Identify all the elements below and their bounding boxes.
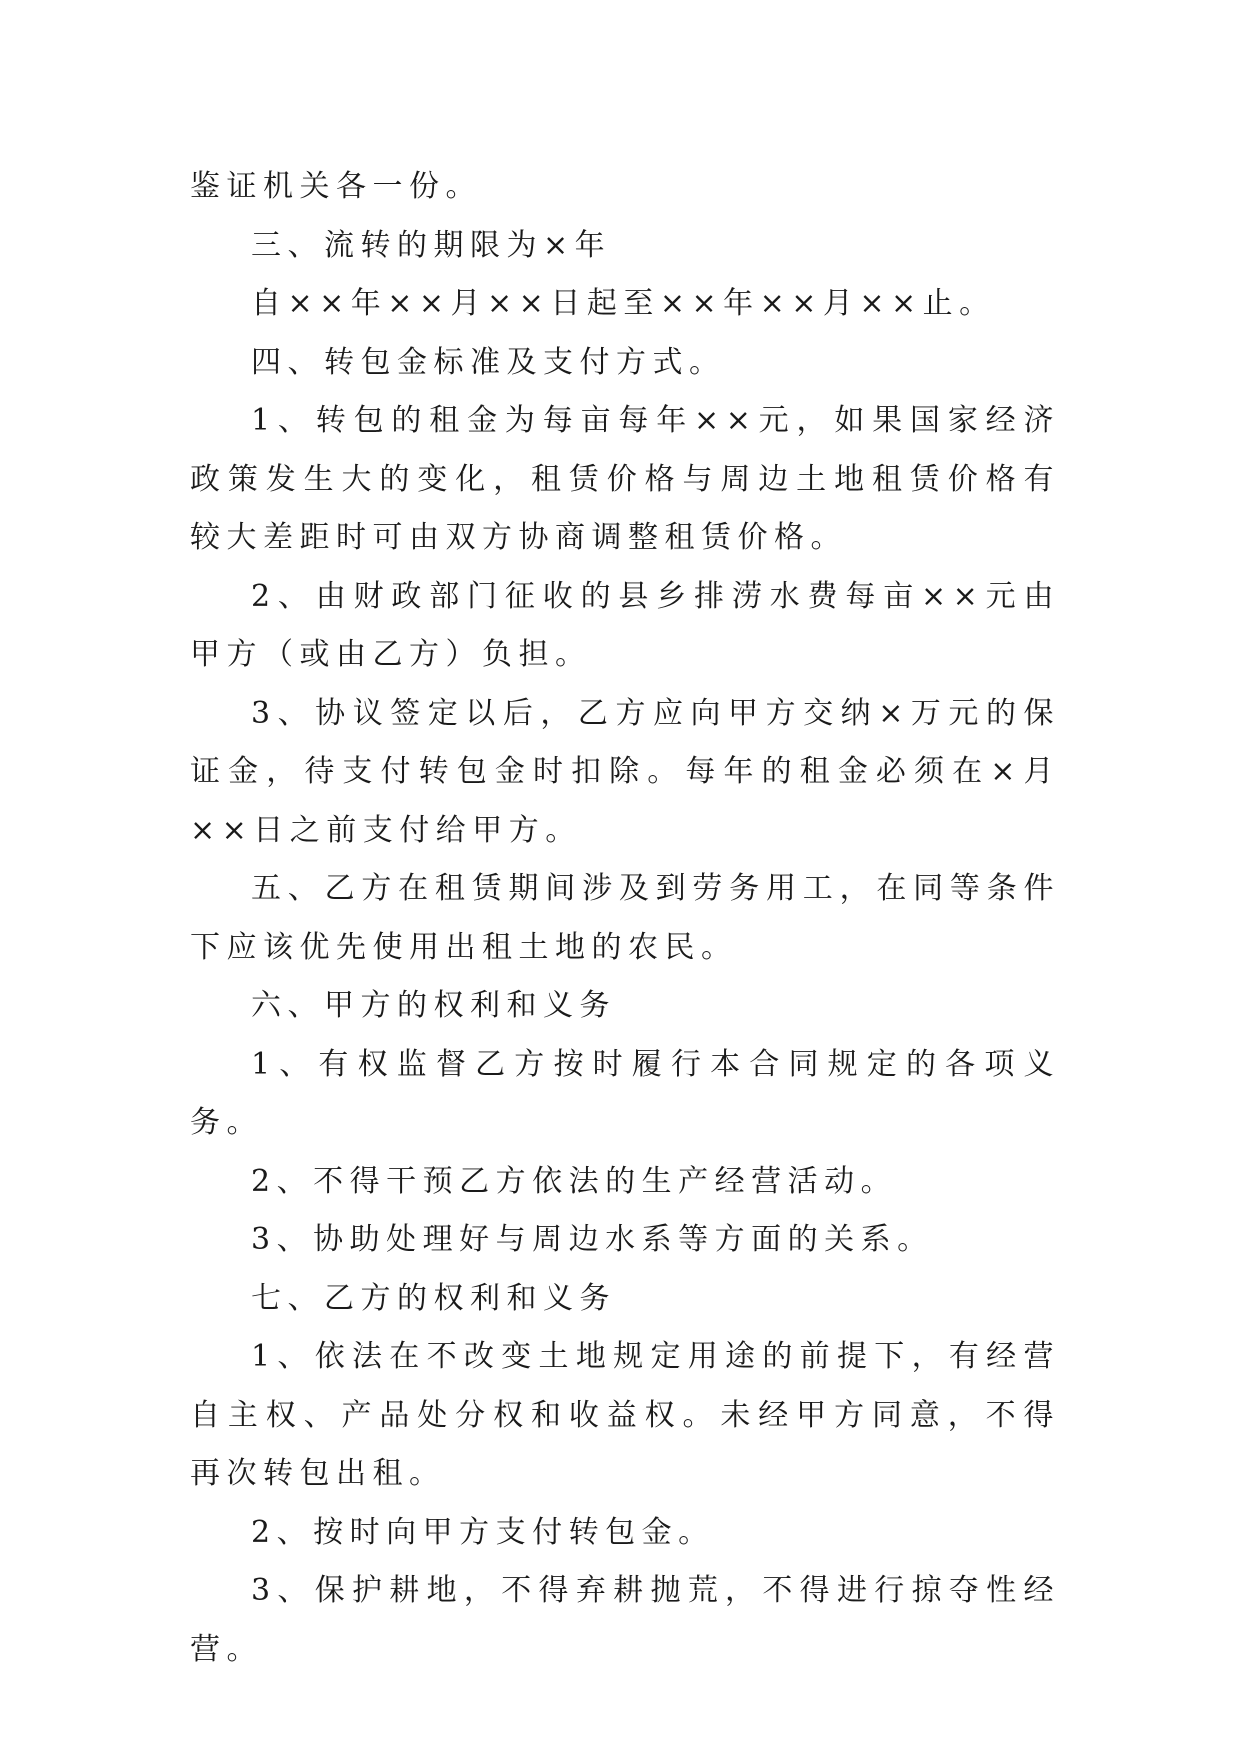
paragraph-party-b-3: 3、保护耕地，不得弃耕抛荒，不得进行掠夺性经营。 [190, 1573, 1060, 1667]
paragraph-party-b-1: 1、依法在不改变土地规定用途的前提下，有经营自主权、产品处分权和收益权。未经甲方同意，不得再次转包出租。 [190, 1339, 1060, 1491]
paragraph-party-a-3: 3、协助处理好与周边水系等方面的关系。 [251, 1222, 934, 1257]
document-body [190, 158, 1060, 1679]
paragraph-payment-3: 3、协议签定以后，乙方应向甲方交纳×万元的保证金，待支付转包金时扣除。每年的租金必须在×月××日之前支付给甲方。 [190, 695, 1060, 848]
paragraph-party-b-2: 2、按时向甲方支付转包金。 [251, 1514, 715, 1550]
section-heading-party-b: 七、乙方的权利和义务 [251, 1280, 616, 1316]
paragraph-continuation: 鉴证机关各一份。 [190, 169, 482, 204]
paragraph-term-dates: 自××年××月××日起至××年××月××止。 [251, 286, 996, 321]
paragraph-payment-1: 1、转包的租金为每亩每年××元，如果国家经济政策发生大的变化，租赁价格与周边土地租赁价格有较大差距时可由双方协商调整租赁价格。 [190, 403, 1060, 555]
paragraph-payment-2: 2、由财政部门征收的县乡排涝水费每亩××元由甲方（或由乙方）负担。 [190, 578, 1060, 672]
section-heading-payment: 四、转包金标准及支付方式。 [251, 344, 726, 380]
paragraph-party-a-1: 1、有权监督乙方按时履行本合同规定的各项义务。 [190, 1046, 1060, 1140]
section-heading-labor: 五、乙方在租赁期间涉及到劳务用工，在同等条件下应该优先使用出租土地的农民。 [190, 871, 1060, 965]
paragraph-party-a-2: 2、不得干预乙方依法的生产经营活动。 [251, 1163, 898, 1199]
section-heading-party-a: 六、甲方的权利和义务 [251, 988, 616, 1023]
section-heading-term: 三、流转的期限为×年 [251, 227, 612, 263]
